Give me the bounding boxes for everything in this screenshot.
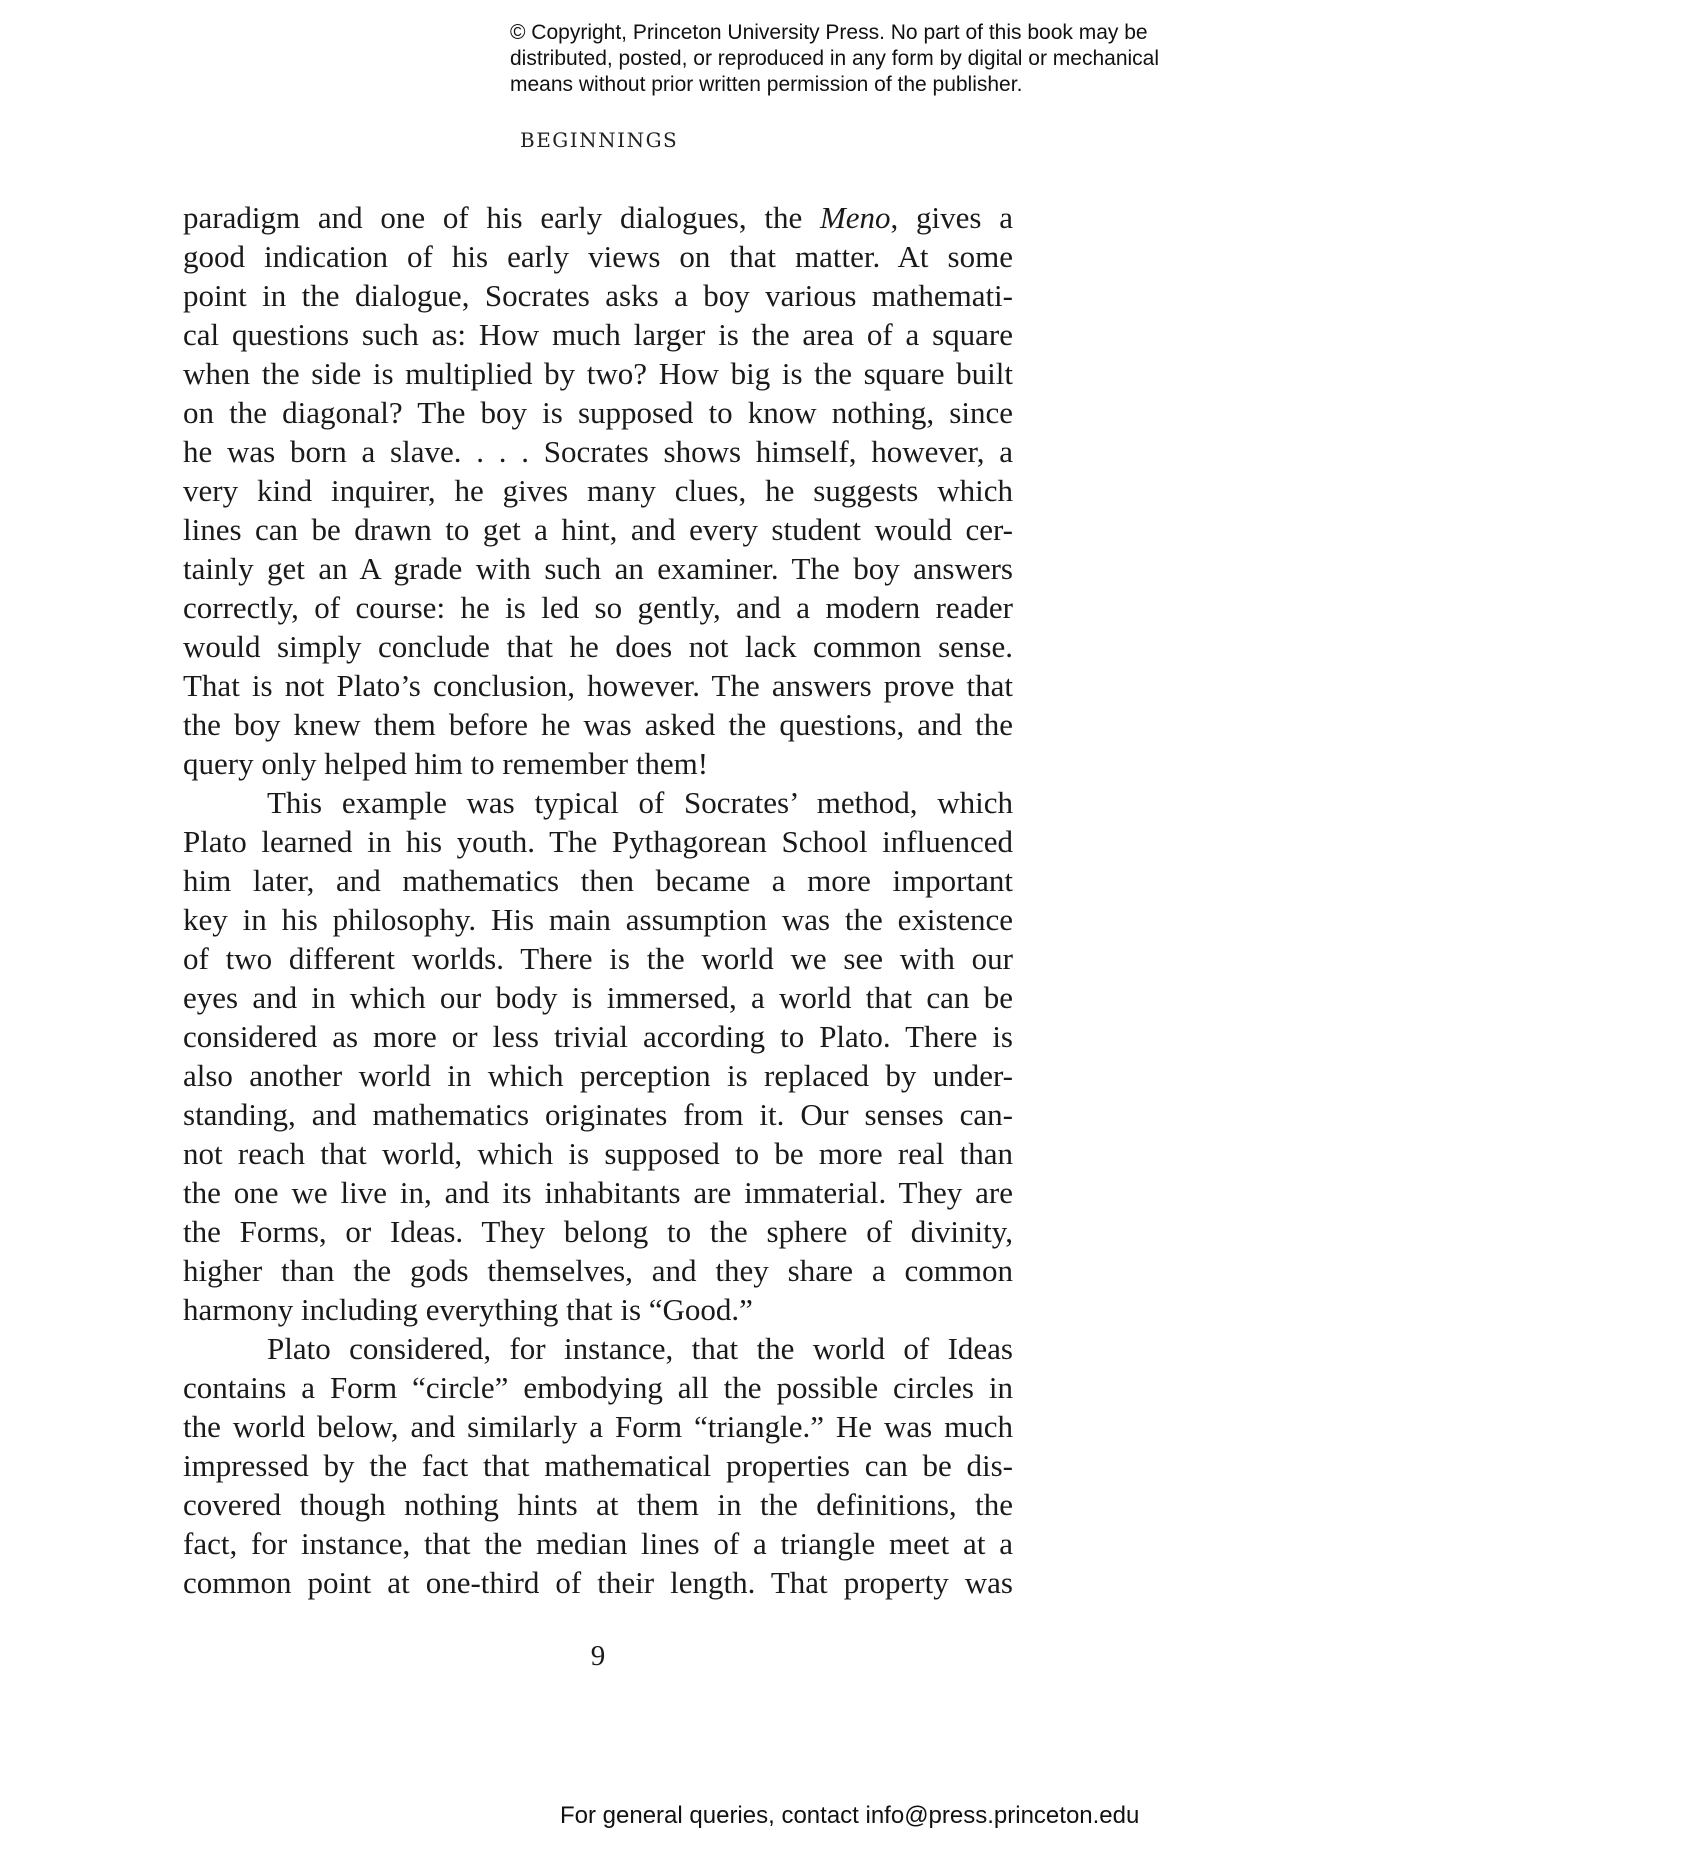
- text-line: Plato learned in his youth. The Pythagorean School influenced: [183, 824, 1013, 859]
- text-line: key in his philosophy. His main assumption was the existence: [183, 902, 1013, 937]
- text-line: harmony including everything that is “Good.”: [183, 1292, 753, 1327]
- text-line: he was born a slave. . . . Socrates shows himself, however, a: [183, 434, 1013, 469]
- text-line: That is not Plato’s conclusion, however. The answers prove that: [183, 668, 1013, 703]
- text-line: cal questions such as: How much larger is the area of a square: [183, 317, 1013, 352]
- text-line: point in the dialogue, Socrates asks a boy various mathemati-: [183, 278, 1013, 313]
- text-line: contains a Form “circle” embodying all the possible circles in: [183, 1370, 1013, 1405]
- text-line: covered though nothing hints at them in the definitions, the: [183, 1487, 1013, 1522]
- text-line: him later, and mathematics then became a more important: [183, 863, 1013, 898]
- text-line: also another world in which perception is replaced by under-: [183, 1058, 1013, 1093]
- text-line: the boy knew them before he was asked the questions, and the: [183, 707, 1013, 742]
- footer-contact: For general queries, contact info@press.princeton.edu: [560, 1802, 1140, 1829]
- text-line: when the side is multiplied by two? How big is the square built: [183, 356, 1013, 391]
- copyright-notice: [510, 20, 1230, 98]
- text-line: of two different worlds. There is the world we see with our: [183, 941, 1013, 976]
- text-line: considered as more or less trivial according to Plato. There is: [183, 1019, 1013, 1054]
- text-line: fact, for instance, that the median lines of a triangle meet at a: [183, 1526, 1013, 1561]
- text-line-start: paradigm and one of his early dialogues, the: [183, 200, 820, 235]
- text-line: standing, and mathematics originates from it. Our senses can-: [183, 1097, 1013, 1132]
- copyright-line: © Copyright, Princeton University Press. No part of this book may be: [510, 21, 1148, 44]
- text-line: This example was typical of Socrates’ method, which: [267, 785, 1013, 820]
- text-line: Plato considered, for instance, that the world of Ideas: [267, 1331, 1013, 1366]
- text-line: common point at one-third of their length. That property was: [183, 1565, 1013, 1600]
- text-line: tainly get an A grade with such an examiner. The boy answers: [183, 551, 1013, 586]
- running-head: BEGINNINGS: [520, 128, 679, 152]
- page-number: 9: [590, 1640, 606, 1672]
- text-line: eyes and in which our body is immersed, a world that can be: [183, 980, 1013, 1015]
- text-line: query only helped him to remember them!: [183, 746, 709, 781]
- text-line: the Forms, or Ideas. They belong to the sphere of divinity,: [183, 1214, 1013, 1249]
- text-line: correctly, of course: he is led so gently, and a modern reader: [183, 590, 1013, 625]
- text-line: the world below, and similarly a Form “triangle.” He was much: [183, 1409, 1013, 1444]
- text-line: higher than the gods themselves, and they share a common: [183, 1253, 1013, 1288]
- text-line: not reach that world, which is supposed to be more real than: [183, 1136, 1013, 1171]
- text-line: good indication of his early views on that matter. At some: [183, 239, 1013, 274]
- copyright-line: distributed, posted, or reproduced in any form by digital or mechanical: [510, 47, 1160, 70]
- text-line: very kind inquirer, he gives many clues, he suggests which: [183, 473, 1013, 508]
- text-line-end: , gives a: [890, 200, 1013, 235]
- italic-title: Meno: [819, 200, 891, 235]
- text-line: lines can be drawn to get a hint, and every student would cer-: [183, 512, 1013, 547]
- text-line: would simply conclude that he does not lack common sense.: [183, 629, 1013, 664]
- text-line: the one we live in, and its inhabitants are immaterial. They are: [183, 1175, 1013, 1210]
- copyright-line: means without prior written permission of the publisher.: [510, 73, 1023, 96]
- body-text: [183, 198, 1013, 1602]
- text-line: on the diagonal? The boy is supposed to know nothing, since: [183, 395, 1013, 430]
- text-line: [183, 198, 1013, 237]
- text-line: impressed by the fact that mathematical properties can be dis-: [183, 1448, 1013, 1483]
